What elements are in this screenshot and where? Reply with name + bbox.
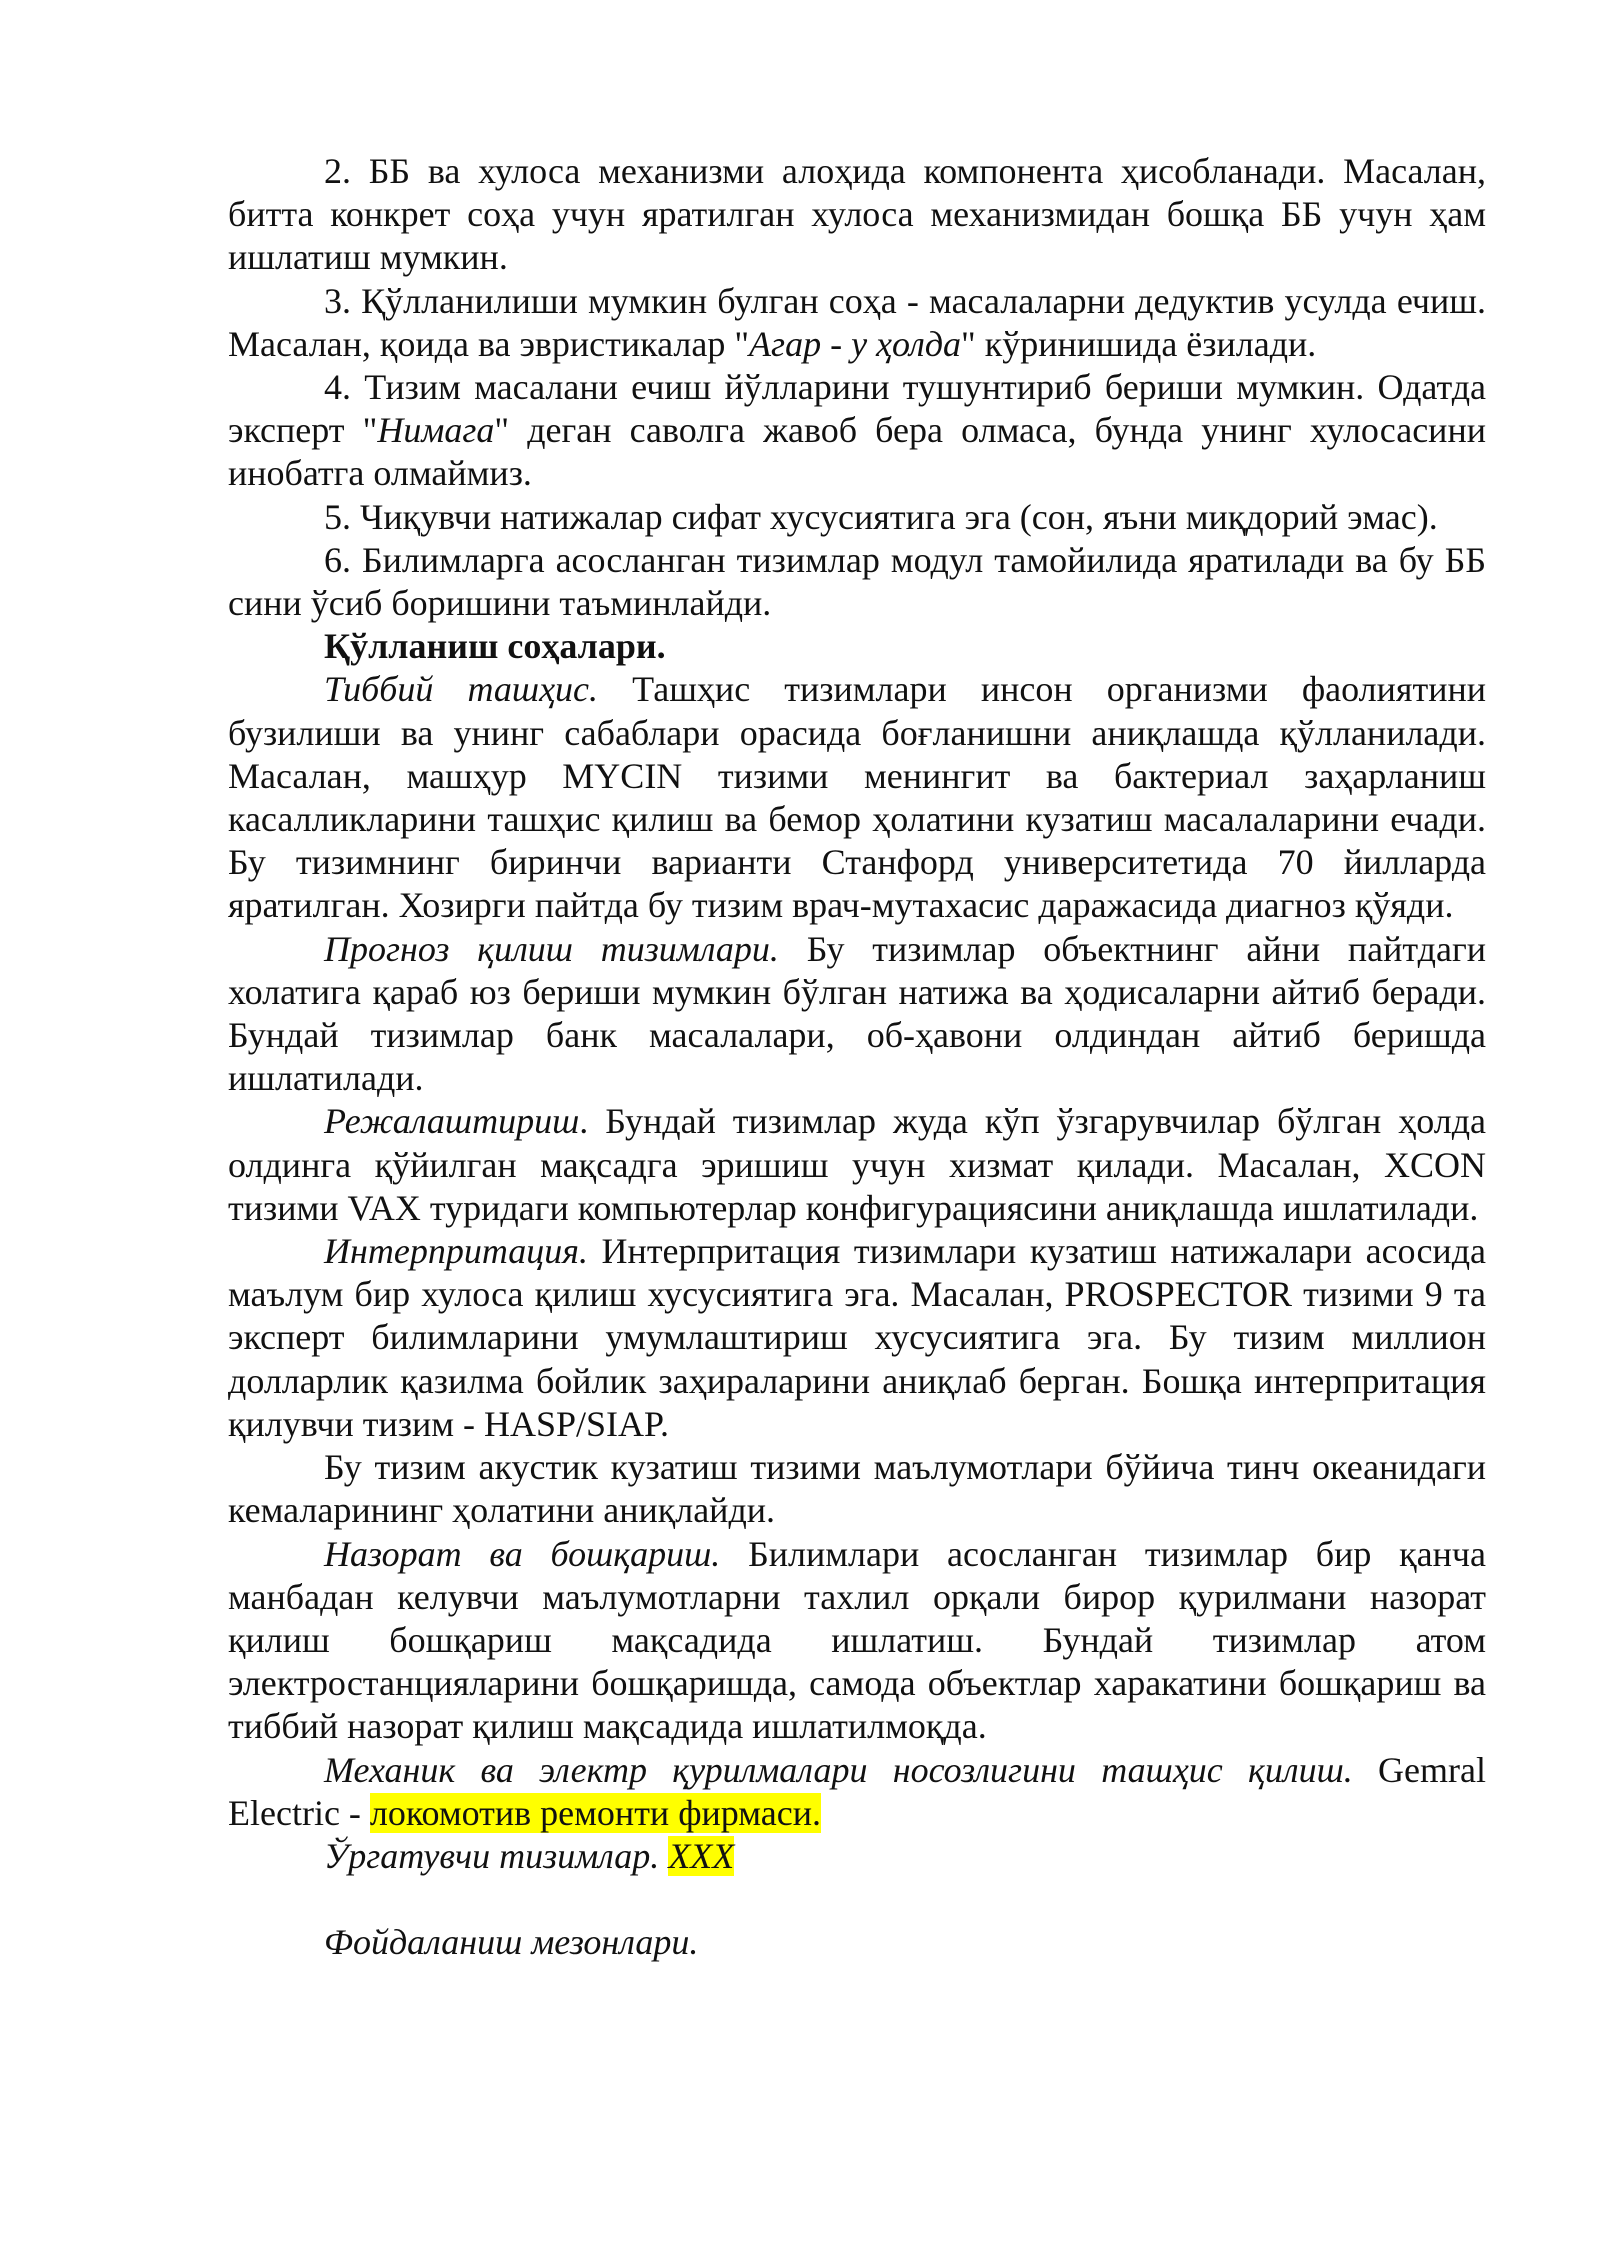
section-paragraph — [228, 1749, 1486, 1835]
section-paragraph — [228, 668, 1486, 927]
section-paragraph — [228, 1230, 1486, 1446]
section-body: Ташҳис тизимлари инсон организми фаолиятини бузилиши ва унинг сабаблари орасида боғланишни аниқлашда қўлланилади. Масалан, машҳур MYCIN тизими менингит ва бактериал заҳарланиш касалликларини ташҳис қилиш ва бемор ҳолатини кузатиш масалаларини ечади. Бу тизимнинг биринчи варианти Станфорд университетида 70 йилларда яратилган. Хозирги пайтда бу тизим врач-мутахасис даражасида диагноз қўяди. — [228, 669, 1486, 926]
list-item: 2. ББ ва хулоса механизми алоҳида компонента ҳисобланади. Масалан, битта конкрет соҳа учун яратилган хулоса механизмидан бошқа ББ учун ҳам ишлатиш мумкин. — [228, 151, 1486, 278]
section-term: Фойдаланиш мезонлари. — [324, 1922, 699, 1963]
section-term: Механик ва электр қурилмалари носозлигини ташҳис қилиш. — [324, 1749, 1353, 1790]
list-item: 6. Билимларга асосланган тизимлар модул тамойилида яратилади ва бу ББ сини ўсиб боришини таъминлайди. — [228, 539, 1486, 624]
section-heading: Қўлланиш соҳалари. — [324, 626, 666, 667]
section-paragraph — [228, 1835, 1486, 1878]
blank-line — [228, 1878, 1486, 1921]
section-body: Интерпритация тизимлари кузатиш натижалари асосида маълум бир хулоса қилиш хусусиятига эга. Масалан, PROSPECTOR тизими 9 та эксперт билимларини умумлаштириш хусусиятига эга. Бу тизим миллион долларлик қазилма бойлик заҳираларини аниқлаб берган. Бошқа интерпритация қилувчи тизим - HASP/SIAP. — [228, 1231, 1486, 1444]
section-body: Билимлари асосланган тизимлар бир қанча манбадан келувчи маълумотларни тахлил орқали бирор қурилмани назорат қилиш бошқариш мақсадида ишлатиш. Бундай тизимлар атом электростанцияларини бошқаришда, самода объектлар харакатини бошқариш ва тиббий назорат қилиш мақсадида ишлатилмоқда. — [228, 1533, 1486, 1747]
text-run: 4. Тизим масалани ечиш йўлларини тушунтириб бериши мумкин. Одатда эксперт " — [228, 367, 1486, 451]
section-body: . Бундай тизимлар жуда кўп ўзгарувчилар бўлган ҳолда олдинга қўйилган мақсадга эришиш учун хизмат қилади. Масалан, XCON тизими VAX туридаги компьютерлар конфигурациясини аниқлашда ишлатилади. — [228, 1101, 1486, 1228]
section-body: Бу тизимлар объектнинг айни пайтдаги холатига қараб юз бериши мумкин бўлган натижа ва ҳодисаларни айтиб беради. Бундай тизимлар банк масалалари, об-ҳавони олдиндан айтиб беришда ишлатилади. — [228, 928, 1486, 1099]
section-term: Тиббий ташҳис. — [324, 669, 599, 710]
italic-phrase: Нимага — [377, 410, 495, 451]
text-run: 3. Қўлланилиши мумкин булган соҳа - масалаларни дедуктив усулда ечиш. Масалан, қоида ва эвристикалар " — [228, 280, 1486, 364]
section-term: Назорат ва бошқариш. — [324, 1533, 721, 1574]
section-term: Прогноз қилиш тизимлари. — [324, 928, 779, 969]
section-body — [659, 1836, 668, 1876]
section-paragraph — [228, 928, 1486, 1101]
section-term: Интерпритация. — [324, 1231, 589, 1272]
highlighted-text: локомотив ремонти фирмаси. — [369, 1792, 821, 1833]
section-body: Gemral Electric - — [228, 1749, 1486, 1833]
section-paragraph — [228, 1921, 1486, 1964]
text-run: " деган саволга жавоб бера олмаса, бунда унинг хулосасини инобатга олмаймиз. — [228, 410, 1486, 494]
list-item — [228, 280, 1486, 366]
highlighted-text: ХХХ — [668, 1835, 735, 1876]
section-paragraph — [228, 1100, 1486, 1230]
document-page — [228, 150, 1486, 1965]
body-paragraph: Бу тизим акустик кузатиш тизими маълумотлари бўйича тинч океанидаги кемаларининг ҳолатини аниқлайди. — [228, 1447, 1486, 1531]
list-item — [228, 366, 1486, 496]
text-run: " кўринишида ёзилади. — [961, 323, 1317, 364]
italic-phrase: Агар - у ҳолда — [749, 323, 962, 364]
section-paragraph — [228, 1533, 1486, 1749]
section-term: Режалаштириш — [324, 1101, 580, 1142]
section-term: Ўргатувчи тизимлар. — [324, 1835, 660, 1876]
list-item: 5. Чиқувчи натижалар сифат хусусиятига эга (сон, яъни миқдорий эмас). — [324, 496, 1438, 537]
